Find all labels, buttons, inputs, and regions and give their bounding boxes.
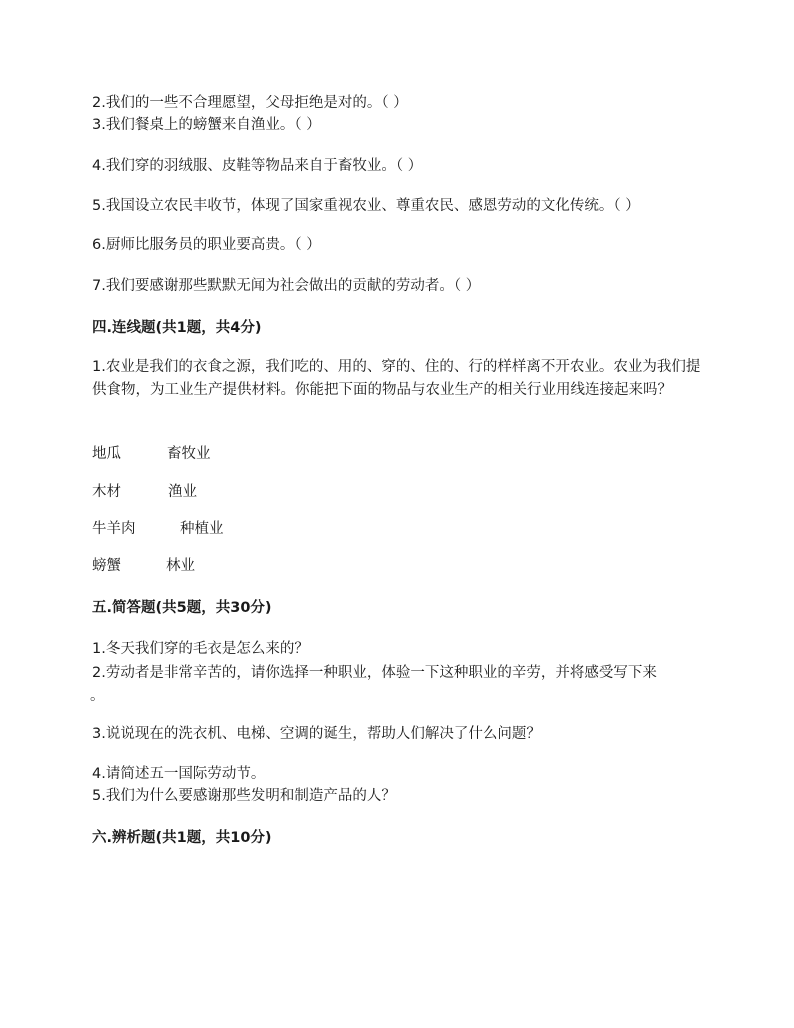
question-3-4: 4.我们穿的羽绒服、皮鞋等物品来自于畜牧业。（ ） bbox=[92, 158, 423, 174]
section-6-heading: 六.辨析题(共1题，共10分) bbox=[92, 830, 272, 846]
match-item-4: 螃蟹 bbox=[92, 558, 121, 574]
question-3-5: 5.我国设立农民丰收节，体现了国家重视农业、尊重农民、感恩劳动的文化传统。（ ） bbox=[92, 198, 640, 214]
match-industry-4: 林业 bbox=[166, 558, 195, 574]
match-item-3: 牛羊肉 bbox=[92, 521, 136, 537]
question-5-2-line-1: 2.劳动者是非常辛苦的，请你选择一种职业，体验一下这种职业的辛劳，并将感受写下来 bbox=[92, 665, 657, 681]
question-5-2-line-2: 。 bbox=[90, 688, 105, 704]
section-5-heading: 五.简答题(共5题，共30分) bbox=[92, 600, 272, 616]
match-industry-3: 种植业 bbox=[180, 521, 224, 537]
section-4-heading: 四.连线题(共1题，共4分) bbox=[92, 320, 262, 336]
question-5-4: 4.请简述五一国际劳动节。 bbox=[92, 766, 266, 782]
question-3-3: 3.我们餐桌上的螃蟹来自渔业。（ ） bbox=[92, 117, 321, 133]
question-3-6: 6.厨师比服务员的职业要高贵。（ ） bbox=[92, 237, 321, 253]
question-3-7: 7.我们要感谢那些默默无闻为社会做出的贡献的劳动者。（ ） bbox=[92, 278, 481, 294]
match-industry-1: 畜牧业 bbox=[167, 446, 211, 462]
question-4-1: 1.农业是我们的衣食之源，我们吃的、用的、穿的、住的、行的样样离不开农业。农业为我们提供食物，为工业生产提供材料。你能把下面的物品与农业生产的相关行业用线连接起来吗？ bbox=[92, 359, 701, 398]
question-5-5: 5.我们为什么要感谢那些发明和制造产品的人？ bbox=[92, 788, 396, 804]
match-item-2: 木材 bbox=[92, 484, 121, 500]
question-5-3: 3.说说现在的洗衣机、电梯、空调的诞生，帮助人们解决了什么问题？ bbox=[92, 726, 541, 742]
match-industry-2: 渔业 bbox=[168, 484, 197, 500]
match-item-1: 地瓜 bbox=[92, 446, 121, 462]
question-5-1: 1.冬天我们穿的毛衣是怎么来的？ bbox=[92, 641, 309, 657]
question-3-2: 2.我们的一些不合理愿望，父母拒绝是对的。（ ） bbox=[92, 95, 408, 111]
